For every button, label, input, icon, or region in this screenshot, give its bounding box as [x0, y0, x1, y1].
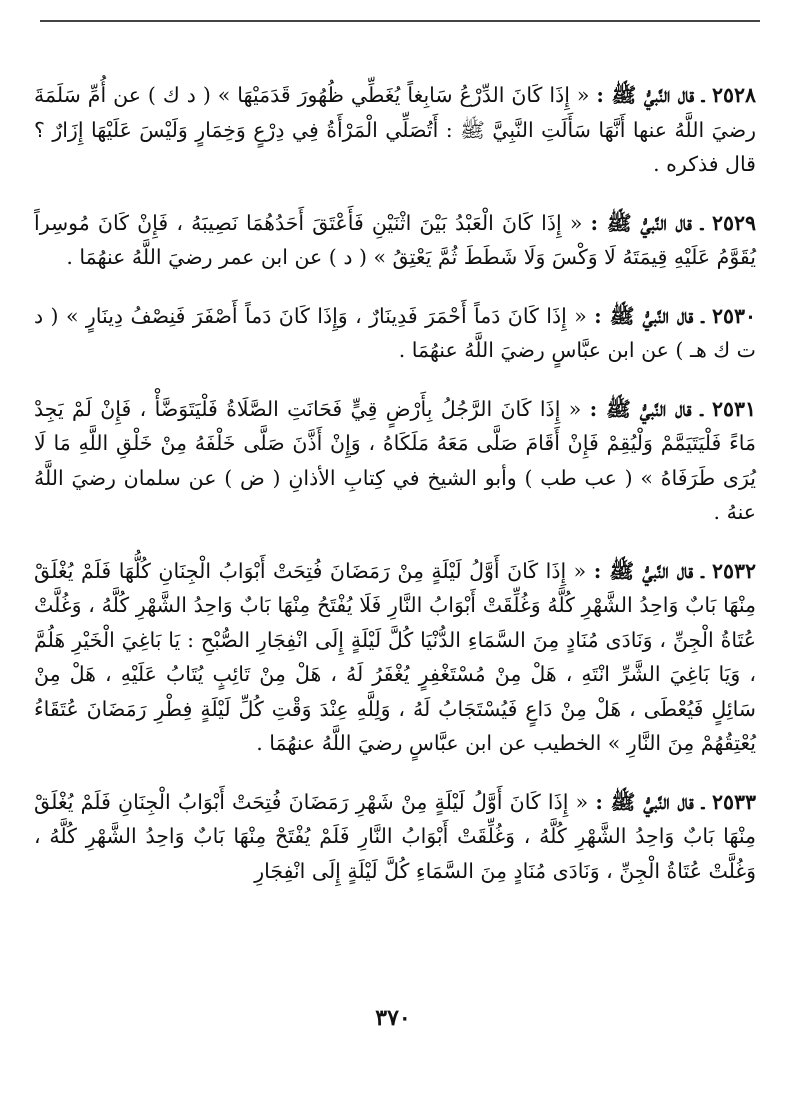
hadith-2529 — [34, 206, 756, 275]
hadith-text: « إِذَا كَانَ أَوَّلُ لَيْلَةٍ مِنْ رَمَضَانَ فُتِحَتْ أَبْوَابُ الْجِنَانِ كُلُّهَا فَلَمْ يُغْلَقْ مِنْهَا بَابٌ وَاحِدُ الشَّهْرِ كُلَّهُ وَغُلِّقَتْ أَبْوَابُ النَّارِ فَلَا يُفْتَحُ مِنْهَا بَابٌ وَاحِدُ الشَّهْرِ كُلَّهُ ، وَغُلَّتْ عُتَاةُ الْجِنِّ ، وَنَادَى مُنَادٍ مِنَ السَّمَاءِ الدُّنْيَا كُلَّ لَيْلَةٍ إِلَى انْفِجَارِ الصُّبْحِ : يَا بَاغِيَ الْخَيْرِ هَلُمَّ ، وَيَا بَاغِيَ الشَّرِّ انْتَهِ ، هَلْ مِنْ مُسْتَغْفِرٍ يُغْفَرُ لَهُ ، هَلْ مِنْ تَائِبٍ يُتَابُ عَلَيْهِ ، هَلْ مِنْ سَائِلٍ فَيُعْطَى ، هَلْ مِنْ دَاعٍ فَيُسْتَجَابُ لَهُ ، وَلِلَّهِ عِنْدَ وَقْتِ كُلِّ لَيْلَةٍ فِطْرِ رَمَضَانَ عُتَقَاءُ يُعْتِقُهُمْ مِنَ النَّارِ » الخطيب عن ابن عبَّاسٍ رضيَ اللَّهُ عنهُمَا . — [34, 558, 756, 755]
hadith-2528 — [34, 78, 756, 182]
page-number: ٣٧٠ — [375, 1005, 411, 1031]
hadith-text: « إِذَا كَانَ الدِّرْعُ سَابِغاً يُغَطِّي ظُهُورَ قَدَمَيْهَا » ( د ك ) عن أُمِّ سَلَمَةَ رضيَ اللَّهُ عنها أَنَّهَا سَأَلَتِ النَّبِيَّ ﷺ : أَتُصَلِّي الْمَرْأَةُ فِي دِرْعٍ وَخِمَارٍ وَلَيْسَ عَلَيْهَا إِزَارٌ ؟ قال فذكره . — [34, 83, 756, 176]
hadith-text: « إِذَا كَانَ الرَّجُلُ بِأَرْضٍ قِيٍّ فَحَانَتِ الصَّلَاةُ فَلْيَتَوَضَّأْ ، فَإِنْ لَمْ يَجِدْ مَاءً فَلْيَتَيَمَّمْ وَلْيُقِمْ فَإِنْ أَقَامَ صَلَّى مَعَهُ مَلَكَاهُ ، وَإِنْ أَذَّنَ صَلَّى خَلْفَهُ مِنْ خَلْقِ اللَّهِ مَا لَا يُرَى طَرَفَاهُ » ( عب طب ) وأبو الشيخ في كِتابِ الأذانِ ( ض ) عن سلمان رضيَ اللَّهُ عنهُ . — [34, 396, 756, 524]
top-rule — [40, 20, 760, 22]
hadith-2531 — [34, 392, 756, 530]
hadith-2532 — [34, 554, 756, 761]
page-body — [34, 78, 756, 912]
hadith-text: « إِذَا كَانَ أَوَّلُ لَيْلَةٍ مِنْ شَهْرِ رَمَضَانَ فُتِحَتْ أَبْوَابُ الْجِنَانِ فَلَمْ يُغْلَقْ مِنْهَا بَابٌ وَاحِدُ الشَّهْرِ كُلَّهُ ، وَغُلِّقَتْ أَبْوَابُ النَّارِ فَلَمْ يُفْتَحْ مِنْهَا بَابٌ وَاحِدُ الشَّهْرِ كُلَّهُ ، وَغُلَّتْ عُتَاةُ الْجِنِّ ، وَنَادَى مُنَادٍ مِنَ السَّمَاءِ كُلَّ لَيْلَةٍ إِلَى انْفِجَارِ — [34, 789, 756, 883]
hadith-2530 — [34, 299, 756, 368]
hadith-2533 — [34, 785, 756, 889]
hadith-title: ٢٥٣٣ ـ قال النَّبيُّ ﷺ : — [595, 789, 756, 814]
hadith-title: ٢٥٣٠ ـ قال النَّبيُّ ﷺ : — [594, 303, 756, 328]
hadith-title: ٢٥٣١ ـ قال النَّبيُّ ﷺ : — [589, 396, 756, 421]
hadith-title: ٢٥٣٢ ـ قال النَّبيُّ ﷺ : — [593, 558, 756, 583]
hadith-text: « إِذَا كَانَ دَماً أَحْمَرَ فَدِينَارٌ ، وَإِذَا كَانَ دَماً أَصْفَرَ فَنِصْفُ دِينَارٍ » ( د ت ك هـ ) عن ابن عبَّاسٍ رضيَ اللَّهُ عنهُمَا . — [34, 303, 756, 362]
hadith-text: « إِذَا كَانَ الْعَبْدُ بَيْنَ اثْنَيْنِ فَأَعْتَقَ أَحَدُهُمَا نَصِيبَهُ ، فَإِنْ كَانَ مُوسِراً يُقَوَّمُ عَلَيْهِ قِيمَتَهُ لَا وَكْسَ وَلَا شَطَطَ ثُمَّ يَعْتِقُ » ( د ) عن ابن عمر رضيَ اللَّهُ عنهُمَا . — [34, 210, 756, 269]
hadith-title: ٢٥٢٩ ـ قال النَّبيُّ ﷺ : — [590, 210, 756, 235]
hadith-title: ٢٥٢٨ ـ قال النَّبيُّ ﷺ : — [596, 83, 756, 107]
